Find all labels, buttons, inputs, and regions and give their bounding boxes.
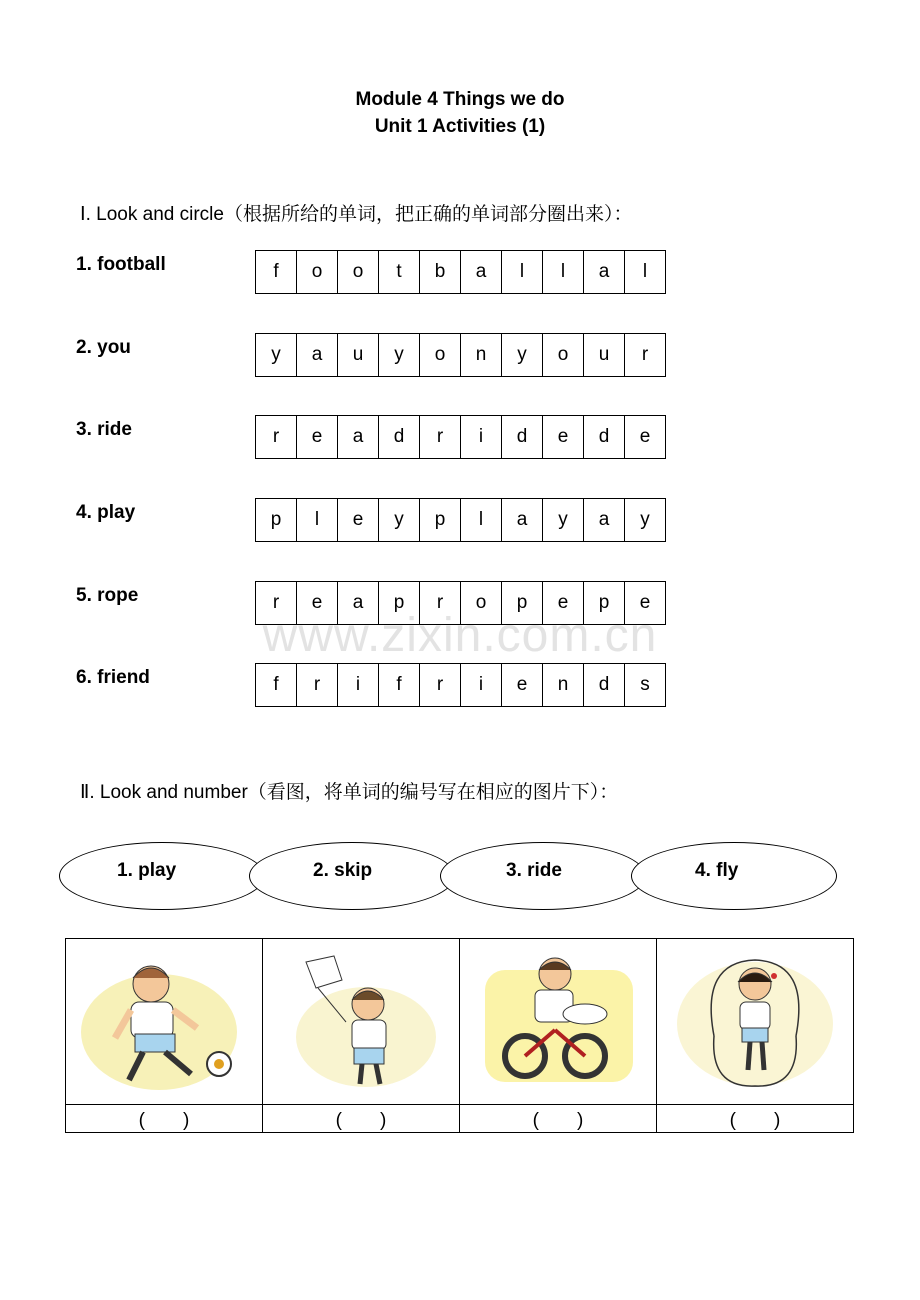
word-label: 4. play	[76, 502, 136, 523]
picture-cell-3	[460, 939, 657, 1105]
letter-cell[interactable]: u	[583, 333, 625, 377]
letter-cell[interactable]: o	[460, 581, 502, 625]
letter-cell[interactable]: l	[542, 250, 584, 294]
letter-cell[interactable]: f	[255, 250, 297, 294]
letter-row	[255, 581, 666, 625]
letter-row	[255, 250, 666, 294]
picture-cell-2	[263, 939, 460, 1105]
letter-cell[interactable]: n	[542, 663, 584, 707]
answer-blank-4[interactable]: ( )	[657, 1105, 854, 1133]
section2-heading: Ⅱ. Look and number（看图，将单词的编号写在相应的图片下）：	[80, 782, 619, 803]
letter-cell[interactable]: l	[501, 250, 543, 294]
letter-cell[interactable]: l	[296, 498, 338, 542]
answer-blank-1[interactable]: ( )	[66, 1105, 263, 1133]
letter-row	[255, 333, 666, 377]
letter-cell[interactable]: y	[378, 498, 420, 542]
letter-row	[255, 415, 666, 459]
letter-cell[interactable]: y	[378, 333, 420, 377]
letter-cell[interactable]: r	[624, 333, 666, 377]
letter-cell[interactable]: p	[378, 581, 420, 625]
letter-cell[interactable]: l	[460, 498, 502, 542]
letter-cell[interactable]: p	[501, 581, 543, 625]
letter-cell[interactable]: l	[624, 250, 666, 294]
letter-cell[interactable]: f	[378, 663, 420, 707]
letter-row	[255, 498, 666, 542]
girl-skipping-rope-image	[670, 952, 840, 1092]
letter-cell[interactable]: e	[624, 415, 666, 459]
answer-blank-2[interactable]: ( )	[263, 1105, 460, 1133]
letter-cell[interactable]: r	[255, 415, 297, 459]
letter-cell[interactable]: y	[542, 498, 584, 542]
option-play: 1. play	[117, 860, 177, 881]
letter-cell[interactable]: e	[624, 581, 666, 625]
letter-cell[interactable]: e	[542, 581, 584, 625]
letter-cell[interactable]: n	[460, 333, 502, 377]
letter-cell[interactable]: y	[255, 333, 297, 377]
module-title: Module 4 Things we do	[355, 89, 565, 110]
letter-cell[interactable]: e	[296, 415, 338, 459]
word-label: 1. football	[76, 254, 166, 275]
watermark: www.zixin.com.cn	[262, 609, 658, 662]
letter-cell[interactable]: o	[296, 250, 338, 294]
letter-cell[interactable]: a	[296, 333, 338, 377]
letter-cell[interactable]: a	[337, 581, 379, 625]
man-riding-bicycle-image	[473, 952, 643, 1092]
letter-cell[interactable]: i	[337, 663, 379, 707]
letter-cell[interactable]: e	[296, 581, 338, 625]
unit-title: Unit 1 Activities (1)	[374, 116, 546, 137]
letter-cell[interactable]: p	[255, 498, 297, 542]
letter-cell[interactable]: i	[460, 415, 502, 459]
letter-cell[interactable]: o	[419, 333, 461, 377]
picture-table	[65, 938, 854, 1133]
letter-cell[interactable]: p	[419, 498, 461, 542]
option-fly: 4. fly	[695, 860, 739, 881]
letter-cell[interactable]: y	[501, 333, 543, 377]
girl-flying-kite-image	[276, 952, 446, 1092]
letter-cell[interactable]: t	[378, 250, 420, 294]
letter-cell[interactable]: d	[583, 415, 625, 459]
option-ride: 3. ride	[506, 860, 562, 881]
boy-kicking-football-image	[79, 952, 249, 1092]
answer-blank-3[interactable]: ( )	[460, 1105, 657, 1133]
section1-heading: Ⅰ. Look and circle（根据所给的单词，把正确的单词部分圈出来）：	[80, 204, 633, 225]
letter-cell[interactable]: y	[624, 498, 666, 542]
letter-cell[interactable]: a	[460, 250, 502, 294]
picture-cell-1	[66, 939, 263, 1105]
letter-cell[interactable]: a	[583, 250, 625, 294]
letter-cell[interactable]: r	[255, 581, 297, 625]
letter-cell[interactable]: e	[542, 415, 584, 459]
letter-cell[interactable]: e	[501, 663, 543, 707]
letter-cell[interactable]: r	[419, 415, 461, 459]
letter-cell[interactable]: a	[583, 498, 625, 542]
letter-cell[interactable]: u	[337, 333, 379, 377]
letter-cell[interactable]: a	[337, 415, 379, 459]
letter-cell[interactable]: r	[419, 663, 461, 707]
word-label: 5. rope	[76, 585, 139, 606]
letter-cell[interactable]: b	[419, 250, 461, 294]
letter-cell[interactable]: a	[501, 498, 543, 542]
letter-cell[interactable]: i	[460, 663, 502, 707]
word-label: 6. friend	[76, 667, 150, 688]
option-skip: 2. skip	[313, 860, 373, 881]
letter-cell[interactable]: d	[501, 415, 543, 459]
letter-cell[interactable]: d	[378, 415, 420, 459]
letter-cell[interactable]: f	[255, 663, 297, 707]
word-label: 3. ride	[76, 419, 132, 440]
letter-cell[interactable]: d	[583, 663, 625, 707]
word-label: 2. you	[76, 337, 131, 358]
letter-cell[interactable]: r	[419, 581, 461, 625]
letter-cell[interactable]: s	[624, 663, 666, 707]
picture-cell-4	[657, 939, 854, 1105]
letter-cell[interactable]: p	[583, 581, 625, 625]
letter-cell[interactable]: r	[296, 663, 338, 707]
letter-cell[interactable]: e	[337, 498, 379, 542]
letter-cell[interactable]: o	[337, 250, 379, 294]
letter-cell[interactable]: o	[542, 333, 584, 377]
letter-row	[255, 663, 666, 707]
